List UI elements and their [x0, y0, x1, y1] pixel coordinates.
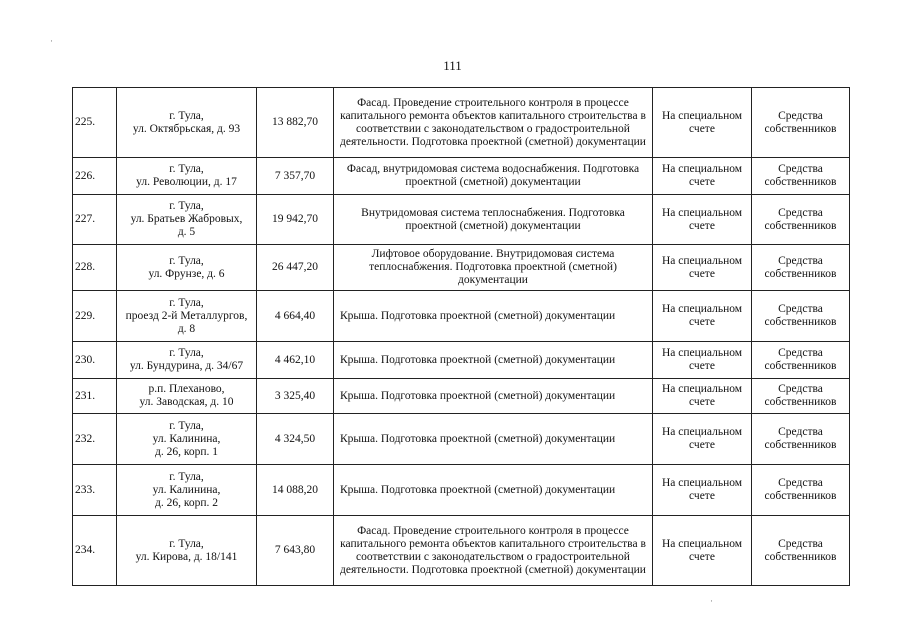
- table-row: [73, 88, 850, 158]
- scan-speck: ·: [50, 36, 53, 46]
- funding-source: Средства собственников: [764, 537, 837, 563]
- cost-cell: [257, 195, 334, 245]
- page-number: 111: [443, 58, 462, 73]
- address-cell: [117, 195, 257, 245]
- funding-source-cell: [752, 158, 850, 195]
- work-description: Крыша. Подготовка проектной (сметной) документации: [340, 309, 616, 322]
- table-row: [73, 245, 850, 291]
- address-line: д. 26, корп. 2: [154, 496, 218, 509]
- cost-cell: [257, 379, 334, 414]
- address-cell: [117, 516, 257, 586]
- account-type: На специальном счете: [661, 347, 743, 372]
- address-line: г. Тула,: [169, 470, 204, 483]
- funding-source-cell: [752, 291, 850, 342]
- cost-cell: [257, 516, 334, 586]
- cost-cell: [257, 342, 334, 379]
- row-number: [73, 414, 117, 465]
- cost-cell: [257, 158, 334, 195]
- account-type: На специальном счете: [661, 477, 743, 502]
- address-line: ул. Братьев Жабровых,: [130, 213, 243, 225]
- address-line: д. 26, корп. 1: [154, 445, 218, 458]
- work-description: Внутридомовая система теплоснабжения. Подготовка проектной (сметной) документации: [361, 206, 625, 232]
- work-description: Фасад. Проведение строительного контроля в процессе капитального ремонта объектов капитального строительства в соответствии с законодательством о градостроительной деятельности. Подготовка проектной (сметной) документации: [340, 524, 646, 576]
- address-line: ул. Бундурина, д. 34/67: [129, 360, 244, 372]
- address-line: г. Тула,: [169, 109, 204, 122]
- table-body: [73, 88, 850, 586]
- funding-source: Средства собственников: [764, 109, 837, 135]
- work-description: Фасад, внутридомовая система водоснабжения. Подготовка проектной (сметной) документации: [346, 163, 640, 188]
- funding-source: Средства собственников: [764, 254, 837, 280]
- cost-cell: [257, 291, 334, 342]
- work-description-cell: [334, 465, 653, 516]
- address-line: ул. Заводская, д. 10: [139, 396, 234, 408]
- address-cell: [117, 414, 257, 465]
- work-description-cell: [334, 516, 653, 586]
- funding-source-cell: [752, 195, 850, 245]
- account-cell: [653, 342, 752, 379]
- address-cell: [117, 379, 257, 414]
- cost-value: 3 325,40: [274, 389, 316, 402]
- cost-value: 14 088,20: [272, 483, 318, 496]
- funding-source: Средства собственников: [764, 206, 837, 232]
- account-type: На специальном счете: [661, 383, 743, 408]
- account-type: На специальном счете: [661, 254, 743, 280]
- address-cell: [117, 245, 257, 291]
- work-description: Лифтовое оборудование. Внутридомовая система теплоснабжения. Подготовка проектной (сметной) документации: [369, 248, 617, 286]
- address-line: д. 8: [177, 322, 196, 335]
- row-number: [73, 158, 117, 195]
- address-cell: [117, 88, 257, 158]
- address-line: ул. Калинина,: [152, 432, 221, 445]
- account-cell: [653, 195, 752, 245]
- funding-source: Средства собственников: [764, 426, 837, 451]
- row-number: [73, 195, 117, 245]
- account-type: На специальном счете: [661, 426, 743, 451]
- address-cell: [117, 158, 257, 195]
- funding-source: Средства собственников: [764, 303, 837, 328]
- cost-value: 4 462,10: [274, 353, 316, 366]
- account-type: На специальном счете: [661, 109, 743, 135]
- work-description-cell: [334, 195, 653, 245]
- work-description-cell: [334, 291, 653, 342]
- cost-value: 4 664,40: [274, 309, 316, 322]
- address-line: г. Тула,: [169, 163, 204, 175]
- address-line: д. 5: [177, 226, 196, 238]
- address-line: г. Тула,: [169, 200, 204, 212]
- account-type: На специальном счете: [661, 206, 743, 232]
- address-line: проезд 2-й Металлургов,: [125, 309, 248, 322]
- cost-value: 4 324,50: [274, 432, 316, 445]
- work-description: Крыша. Подготовка проектной (сметной) документации: [340, 483, 616, 496]
- account-type: На специальном счете: [661, 163, 743, 188]
- funding-source-cell: [752, 516, 850, 586]
- account-cell: [653, 516, 752, 586]
- table-row: [73, 414, 850, 465]
- table-row: [73, 158, 850, 195]
- repair-program-table: [72, 87, 850, 586]
- work-description-cell: [334, 245, 653, 291]
- work-description-cell: [334, 342, 653, 379]
- address-line: ул. Фрунзе, д. 6: [148, 267, 225, 280]
- work-description-cell: [334, 158, 653, 195]
- row-number: [73, 245, 117, 291]
- funding-source-cell: [752, 465, 850, 516]
- work-description: Крыша. Подготовка проектной (сметной) документации: [340, 432, 616, 445]
- table-row: [73, 195, 850, 245]
- scan-speck: ·: [710, 596, 713, 606]
- cost-cell: [257, 465, 334, 516]
- address-line: г. Тула,: [169, 537, 204, 550]
- row-number-text: 229.: [75, 309, 96, 322]
- row-number-text: 227.: [75, 213, 96, 225]
- address-line: г. Тула,: [169, 347, 204, 359]
- row-number-text: 230.: [75, 353, 96, 366]
- cost-cell: [257, 414, 334, 465]
- address-cell: [117, 342, 257, 379]
- row-number-text: 232.: [75, 432, 96, 445]
- work-description-cell: [334, 379, 653, 414]
- table-row: [73, 465, 850, 516]
- funding-source: Средства собственников: [764, 383, 837, 408]
- work-description: Крыша. Подготовка проектной (сметной) документации: [340, 389, 616, 402]
- account-type: На специальном счете: [661, 537, 743, 563]
- cost-value: 26 447,20: [272, 261, 318, 273]
- table-row: [73, 516, 850, 586]
- address-line: ул. Калинина,: [152, 483, 221, 496]
- account-cell: [653, 88, 752, 158]
- address-cell: [117, 465, 257, 516]
- account-cell: [653, 291, 752, 342]
- funding-source: Средства собственников: [764, 163, 837, 188]
- funding-source-cell: [752, 88, 850, 158]
- row-number-text: 231.: [75, 389, 96, 402]
- work-description-cell: [334, 88, 653, 158]
- account-cell: [653, 414, 752, 465]
- cost-value: 7 643,80: [274, 544, 316, 556]
- work-description-cell: [334, 414, 653, 465]
- address-line: г. Тула,: [169, 254, 204, 267]
- funding-source-cell: [752, 414, 850, 465]
- row-number: [73, 379, 117, 414]
- cost-value: 13 882,70: [272, 116, 318, 128]
- funding-source-cell: [752, 245, 850, 291]
- address-line: ул. Революции, д. 17: [136, 176, 237, 188]
- row-number-text: 234.: [75, 544, 96, 556]
- cost-cell: [257, 245, 334, 291]
- row-number-text: 225.: [75, 116, 96, 128]
- row-number-text: 226.: [75, 169, 96, 182]
- address-line: г. Тула,: [169, 419, 204, 432]
- funding-source: Средства собственников: [764, 477, 837, 502]
- address-line: г. Тула,: [169, 296, 204, 309]
- row-number: [73, 465, 117, 516]
- account-cell: [653, 465, 752, 516]
- work-description: Фасад. Проведение строительного контроля в процессе капитального ремонта объектов капитального строительства в соответствии с законодательством о градостроительной деятельности. Подготовка проектной (сметной) документации: [340, 96, 646, 148]
- cost-value: 19 942,70: [272, 213, 318, 225]
- account-cell: [653, 379, 752, 414]
- account-cell: [653, 158, 752, 195]
- funding-source-cell: [752, 379, 850, 414]
- row-number-text: 233.: [75, 483, 96, 496]
- row-number: [73, 291, 117, 342]
- row-number-text: 228.: [75, 261, 96, 273]
- work-description: Крыша. Подготовка проектной (сметной) документации: [340, 353, 616, 366]
- row-number: [73, 516, 117, 586]
- address-line: р.п. Плеханово,: [148, 383, 225, 395]
- table-row: [73, 291, 850, 342]
- address-line: ул. Кирова, д. 18/141: [135, 550, 238, 563]
- address-line: ул. Октябрьская, д. 93: [132, 122, 241, 135]
- account-type: На специальном счете: [661, 303, 743, 328]
- account-cell: [653, 245, 752, 291]
- cost-value: 7 357,70: [274, 169, 316, 182]
- row-number: [73, 342, 117, 379]
- table-row: [73, 342, 850, 379]
- funding-source: Средства собственников: [764, 347, 837, 372]
- table-row: [73, 379, 850, 414]
- address-cell: [117, 291, 257, 342]
- row-number: [73, 88, 117, 158]
- cost-cell: [257, 88, 334, 158]
- funding-source-cell: [752, 342, 850, 379]
